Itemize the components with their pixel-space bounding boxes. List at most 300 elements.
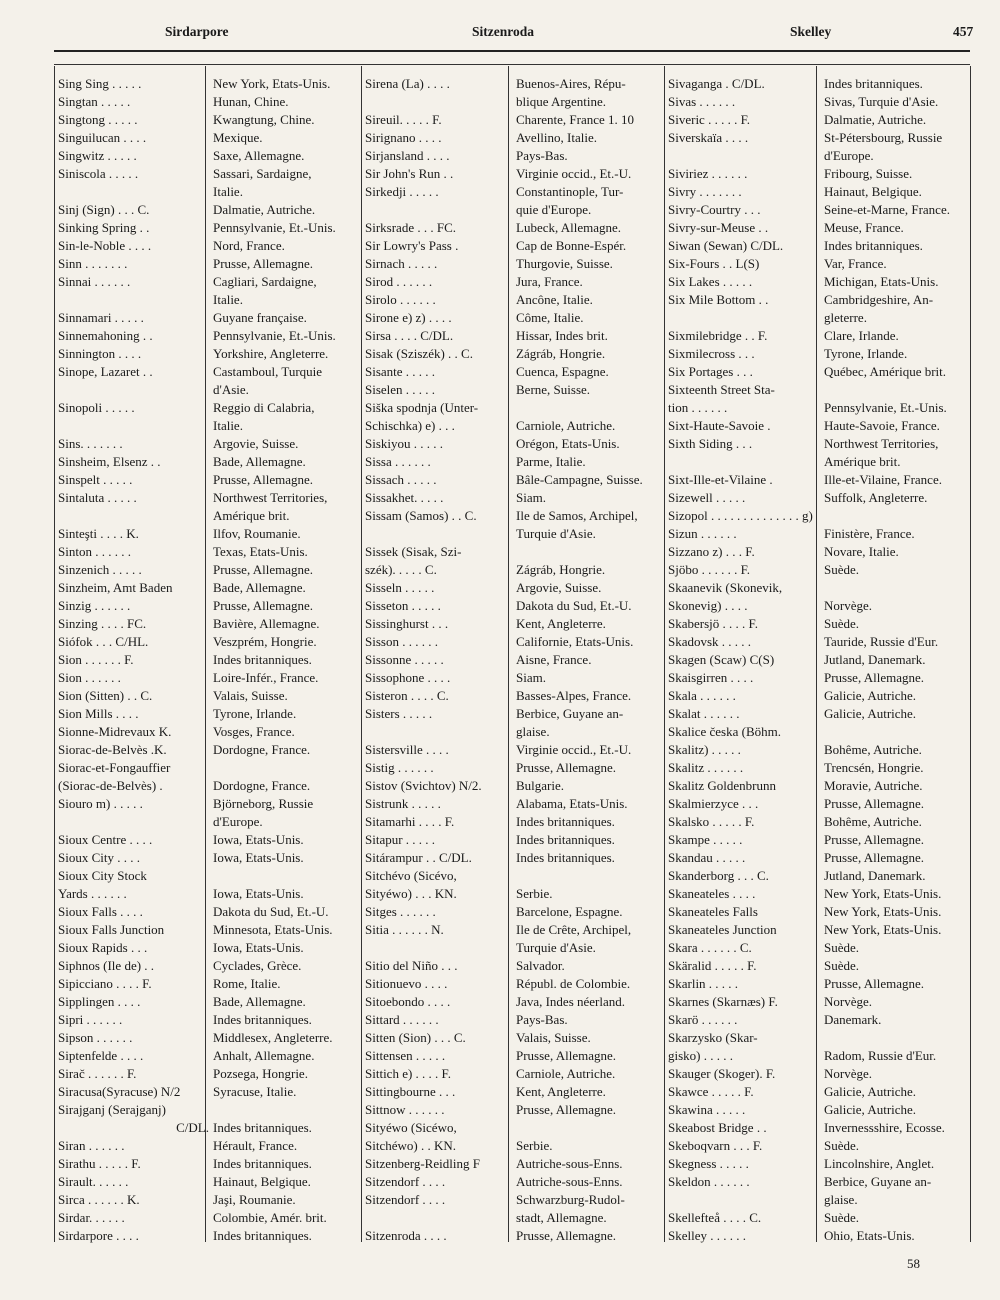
location: Indes britanniques. (213, 1156, 312, 1171)
location: Indes britanniques. (516, 814, 615, 829)
location: Buenos-Aires, Répu- (516, 76, 626, 91)
location: Danemark. (824, 1012, 882, 1027)
place-name: Sistersville . . . . (365, 742, 449, 757)
place-name: Singwitz . . . . . (58, 148, 137, 163)
place-name: Sitia . . . . . . N. (365, 922, 444, 937)
directory-entry (365, 1191, 672, 1209)
location: Invernessshire, Ecosse. (824, 1120, 945, 1135)
place-name (668, 453, 820, 471)
location: Veszprém, Hongrie. (213, 634, 317, 649)
directory-entry (668, 561, 978, 579)
location: gleterre. (824, 310, 867, 325)
location: d'Europe. (824, 148, 874, 163)
location: Autriche-sous-Enns. (516, 1156, 623, 1171)
directory-entry (365, 93, 672, 111)
location: Carniole, Autriche. (516, 418, 616, 433)
location: d'Europe. (213, 814, 263, 829)
place-name: Sizopol . . . . . . . . . . . . . . g) (668, 508, 813, 523)
location: Turquie d'Asie. (516, 526, 596, 541)
place-name: Sitzendorf . . . . (365, 1192, 446, 1207)
location: Indes britanniques. (824, 76, 923, 91)
directory-entry (365, 1173, 672, 1191)
place-name: Skaneateles . . . . (668, 886, 756, 901)
place-name (365, 723, 512, 741)
place-name (668, 309, 820, 327)
directory-entry (365, 831, 672, 849)
location: Ancône, Italie. (516, 292, 593, 307)
place-name: Sissach . . . . . (365, 472, 437, 487)
place-name: Singtan . . . . . (58, 94, 131, 109)
directory-entry (365, 453, 672, 471)
directory-entry (58, 561, 368, 579)
place-name: Sityéwo) . . . KN. (365, 886, 457, 901)
location: Prusse, Allemagne. (516, 1228, 617, 1243)
directory-entry (365, 1047, 672, 1065)
place-name: Siracusa(Syracuse) N/2 (58, 1084, 181, 1099)
place-name: Sisteron . . . . C. (365, 688, 449, 703)
place-name: Sion . . . . . . (58, 670, 121, 685)
location (209, 759, 368, 777)
place-name: Sivas . . . . . . (668, 94, 736, 109)
location: Sassari, Sardaigne, (213, 166, 312, 181)
location: Michigan, Etats-Unis. (824, 274, 939, 289)
location: Zágráb, Hongrie. (516, 346, 606, 361)
directory-entry (668, 543, 978, 561)
place-name (668, 1191, 820, 1209)
directory-entry (365, 111, 672, 129)
place-name: Sittensen . . . . . (365, 1048, 446, 1063)
location: Salvador. (516, 958, 565, 973)
place-name: Sisson . . . . . . (365, 634, 438, 649)
location: Pays-Bas. (516, 1012, 568, 1027)
location: Orégon, Etats-Unis. (516, 436, 620, 451)
place-name: Sirajganj (Serajganj) (58, 1102, 166, 1117)
location: Ohio, Etats-Unis. (824, 1228, 915, 1243)
location: Radom, Russie d'Eur. (824, 1048, 937, 1063)
directory-entry (58, 255, 368, 273)
place-name: Skellefteå . . . . C. (668, 1210, 762, 1225)
location: Bâle-Campagne, Suisse. (516, 472, 643, 487)
directory-entry (668, 219, 978, 237)
place-name (58, 507, 209, 525)
place-name: Sixt-Haute-Savoie . (668, 418, 771, 433)
place-name: Sizewell . . . . . (668, 490, 746, 505)
place-name: Sitárampur . . C/DL. (365, 850, 472, 865)
location: Aisne, France. (516, 652, 592, 667)
directory-entry (668, 75, 978, 93)
location: Cambridgeshire, An- (824, 292, 934, 307)
place-name: Sisseton . . . . . (365, 598, 441, 613)
directory-entry (668, 399, 978, 417)
directory-entry (668, 669, 978, 687)
directory-entry (58, 1227, 368, 1245)
directory-entry (58, 669, 368, 687)
place-name: Skelley . . . . . . (668, 1228, 746, 1243)
directory-entry (668, 327, 978, 345)
directory-entry (365, 381, 672, 399)
location: Avellino, Italie. (516, 130, 597, 145)
place-name: Sirksrade . . . FC. (365, 220, 456, 235)
directory-entry (365, 291, 672, 309)
place-name: Siran . . . . . . (58, 1138, 125, 1153)
place-name: Skalice česka (Böhm. (668, 724, 781, 739)
location: d'Asie. (213, 382, 249, 397)
place-name: Sitchéwo) . . KN. (365, 1138, 456, 1153)
directory-entry (668, 1011, 978, 1029)
place-name: Skegness . . . . . (668, 1156, 749, 1171)
place-name: Skandau . . . . . (668, 850, 746, 865)
place-name: Sirca . . . . . . K. (58, 1192, 140, 1207)
header-rule-thick (54, 50, 970, 52)
directory-entry (365, 345, 672, 363)
directory-entry (58, 831, 368, 849)
location: Dalmatie, Autriche. (824, 112, 927, 127)
place-name: Sityéwo (Sicéwo, (365, 1120, 457, 1135)
directory-entry (668, 939, 978, 957)
place-name: Sitoebondo . . . . (365, 994, 451, 1009)
location: Hainaut, Belgique. (824, 184, 922, 199)
directory-entry (58, 147, 368, 165)
place-name: Sipson . . . . . . (58, 1030, 133, 1045)
location: Anhalt, Allemagne. (213, 1048, 315, 1063)
location (512, 1119, 672, 1137)
directory-entry (58, 579, 368, 597)
place-name: C/DL. (176, 1120, 209, 1135)
location: Northwest Territories, (213, 490, 328, 505)
directory-entry (58, 525, 368, 543)
place-name: Sitten (Sion) . . . C. (365, 1030, 466, 1045)
location: Prusse, Allemagne. (516, 760, 617, 775)
place-name (58, 417, 209, 435)
place-name: Sinsheim, Elsenz . . (58, 454, 161, 469)
directory-entry (668, 363, 978, 381)
directory-entry (58, 849, 368, 867)
directory-entry (365, 849, 672, 867)
directory-entry (668, 183, 978, 201)
directory-entry (58, 615, 368, 633)
place-name: Six Mile Bottom . . (668, 292, 769, 307)
place-name: Sivaganga . C/DL. (668, 76, 765, 91)
directory-entry (668, 921, 978, 939)
directory-entry (365, 129, 672, 147)
location: Björneborg, Russie (213, 796, 314, 811)
place-name: Skaneateles Falls (668, 904, 758, 919)
location: Alabama, Etats-Unis. (516, 796, 628, 811)
place-name: Siptenfelde . . . . (58, 1048, 144, 1063)
directory-entry (58, 183, 368, 201)
location: Basses-Alpes, France. (516, 688, 632, 703)
location: Moravie, Autriche. (824, 778, 923, 793)
place-name: Sinnemahoning . . (58, 328, 153, 343)
directory-entry (668, 525, 978, 543)
place-name: Sioux Centre . . . . (58, 832, 153, 847)
place-name: Sinzheim, Amt Baden (58, 580, 173, 595)
place-name: Sirod . . . . . . (365, 274, 433, 289)
location: Galicie, Autriche. (824, 706, 917, 721)
location: Trencsén, Hongrie. (824, 760, 924, 775)
directory-entry (58, 975, 368, 993)
place-name: Sirjansland . . . . (365, 148, 450, 163)
location: Suède. (824, 1138, 860, 1153)
location: Norvège. (824, 994, 873, 1009)
location: New York, Etats-Unis. (824, 904, 942, 919)
place-name: Sirač . . . . . . F. (58, 1066, 137, 1081)
location: Bohême, Autriche. (824, 742, 922, 757)
location: Suède. (824, 616, 860, 631)
directory-entry (668, 615, 978, 633)
page-number: 457 (953, 24, 974, 39)
location: Serbie. (516, 886, 553, 901)
directory-entry (58, 795, 368, 813)
column-2 (365, 75, 672, 1245)
place-name (58, 291, 209, 309)
directory-entry (668, 309, 978, 327)
place-name: (Siorac-de-Belvès) . (58, 778, 163, 793)
directory-entry (365, 183, 672, 201)
directory-entry (365, 1083, 672, 1101)
place-name: Sittingbourne . . . (365, 1084, 456, 1099)
directory-entry (365, 201, 672, 219)
location: Québec, Amérique brit. (824, 364, 947, 379)
place-name: Skonevig) . . . . (668, 598, 748, 613)
place-name: Sisseln . . . . . (365, 580, 435, 595)
directory-entry (58, 921, 368, 939)
place-name: Sion Mills . . . . (58, 706, 139, 721)
directory-entry (58, 633, 368, 651)
place-name: Siphnos (Ile de) . . (58, 958, 155, 973)
location: Prusse, Allemagne. (824, 976, 925, 991)
location: New York, Etats-Unis. (824, 886, 942, 901)
place-name: Sioux Falls . . . . (58, 904, 143, 919)
location: Minnesota, Etats-Unis. (213, 922, 333, 937)
location: Bohême, Autriche. (824, 814, 922, 829)
directory-entry (365, 867, 672, 885)
place-name: Sitzenberg-Reidling F (365, 1156, 480, 1171)
directory-entry (58, 219, 368, 237)
directory-entry (365, 1227, 672, 1245)
location: Bade, Allemagne. (213, 994, 306, 1009)
location: quie d'Europe. (516, 202, 592, 217)
place-name: Skauger (Skoger). F. (668, 1066, 776, 1081)
place-name: Sirignano . . . . (365, 130, 442, 145)
place-name: Sivry-sur-Meuse . . (668, 220, 769, 235)
place-name: Skalitz . . . . . . (668, 760, 744, 775)
directory-entry (58, 993, 368, 1011)
location: Bade, Allemagne. (213, 454, 306, 469)
directory-entry (668, 993, 978, 1011)
location: Jutland, Danemark. (824, 652, 926, 667)
location: Pennsylvanie, Et.-Unis. (213, 328, 336, 343)
location: Hissar, Indes brit. (516, 328, 608, 343)
place-name: Sissophone . . . . (365, 670, 451, 685)
place-name: Sirone e) z) . . . . (365, 310, 452, 325)
location: Hainaut, Belgique. (213, 1174, 311, 1189)
location: Jutland, Danemark. (824, 868, 926, 883)
directory-entry (668, 1191, 978, 1209)
directory-entry (365, 993, 672, 1011)
location: Italie. (213, 184, 243, 199)
directory-entry (58, 471, 368, 489)
directory-entry (58, 651, 368, 669)
directory-entry (668, 687, 978, 705)
location: Mexique. (213, 130, 263, 145)
directory-entry (365, 921, 672, 939)
directory-entry (668, 165, 978, 183)
place-name: Sittnow . . . . . . (365, 1102, 445, 1117)
location: Cuenca, Espagne. (516, 364, 609, 379)
location: Loire-Infér., France. (213, 670, 319, 685)
location: New York, Etats-Unis. (213, 76, 331, 91)
place-name (365, 93, 512, 111)
directory-entry (58, 741, 368, 759)
place-name: Sirolo . . . . . . (365, 292, 436, 307)
place-name (58, 183, 209, 201)
location: Lubeck, Allemagne. (516, 220, 622, 235)
location: Java, Indes néerland. (516, 994, 626, 1009)
directory-entry (58, 1047, 368, 1065)
directory-entry (58, 687, 368, 705)
directory-entry (58, 1173, 368, 1191)
directory-entry (365, 939, 672, 957)
place-name: Sirsa . . . . C/DL. (365, 328, 454, 343)
place-name: Skeboqvarn . . . F. (668, 1138, 763, 1153)
directory-entry (365, 1101, 672, 1119)
location (820, 1029, 978, 1047)
location: Argovie, Suisse. (213, 436, 299, 451)
place-name: Sinj (Sign) . . . C. (58, 202, 150, 217)
location: Prusse, Allemagne. (824, 670, 925, 685)
directory-entry (58, 309, 368, 327)
place-name: Sinopoli . . . . . (58, 400, 135, 415)
directory-entry (58, 939, 368, 957)
location: Italie. (213, 418, 243, 433)
directory-entry (668, 903, 978, 921)
place-name: Sin-le-Noble . . . . (58, 238, 152, 253)
place-name (58, 813, 209, 831)
directory-entry (365, 813, 672, 831)
directory-entry (58, 111, 368, 129)
place-name: Skarzysko (Skar- (668, 1030, 758, 1045)
location: Amérique brit. (213, 508, 290, 523)
location: Serbie. (516, 1138, 553, 1153)
location: Amérique brit. (824, 454, 901, 469)
location: Finistère, France. (824, 526, 915, 541)
directory-entry (365, 435, 672, 453)
place-name: Singtong . . . . . (58, 112, 138, 127)
location (820, 723, 978, 741)
directory-entry (668, 579, 978, 597)
directory-entry (58, 777, 368, 795)
place-name: Siška spodnja (Unter- (365, 400, 479, 415)
directory-entry (58, 723, 368, 741)
place-name (365, 939, 512, 957)
directory-entry (58, 1137, 368, 1155)
directory-entry (58, 453, 368, 471)
place-name: Sisante . . . . . (365, 364, 436, 379)
location: Suède. (824, 940, 860, 955)
directory-entry (58, 507, 368, 525)
directory-entry (365, 525, 672, 543)
location: Carniole, Autriche. (516, 1066, 616, 1081)
place-name: Sistig . . . . . . (365, 760, 434, 775)
place-name: Sipplingen . . . . (58, 994, 141, 1009)
place-name: Sitionuevo . . . . (365, 976, 448, 991)
place-name: Six Portages . . . (668, 364, 753, 379)
place-name: Sinnington . . . . (58, 346, 142, 361)
location: Norvège. (824, 1066, 873, 1081)
location: Sivas, Turquie d'Asie. (824, 94, 939, 109)
place-name: Sizzano z) . . . F. (668, 544, 755, 559)
directory-entry (58, 435, 368, 453)
directory-entry (668, 507, 978, 525)
location: Prusse, Allemagne. (516, 1102, 617, 1117)
place-name: Skarnes (Skarnæs) F. (668, 994, 778, 1009)
directory-entry (365, 723, 672, 741)
location: Prusse, Allemagne. (213, 256, 314, 271)
directory-entry (668, 1029, 978, 1047)
directory-entry (58, 903, 368, 921)
directory-entry (668, 489, 978, 507)
location: Valais, Suisse. (213, 688, 288, 703)
directory-entry (58, 867, 368, 885)
location: Kent, Angleterre. (516, 1084, 606, 1099)
directory-entry (58, 489, 368, 507)
location: Dakota du Sud, Et.-U. (516, 598, 632, 613)
directory-entry (365, 1155, 672, 1173)
place-name: Sionne-Midrevaux K. (58, 724, 172, 739)
directory-entry (668, 1101, 978, 1119)
directory-entry (668, 777, 978, 795)
place-name: Sistrunk . . . . . (365, 796, 441, 811)
directory-entry (668, 1119, 978, 1137)
location: Indes britanniques. (516, 850, 615, 865)
place-name: Sintaluta . . . . . (58, 490, 137, 505)
place-name: Sirkedji . . . . . (365, 184, 439, 199)
directory-entry (58, 957, 368, 975)
place-name: Sivry-Courtry . . . (668, 202, 761, 217)
location: Iowa, Etats-Unis. (213, 940, 304, 955)
place-name: Sivry . . . . . . . (668, 184, 742, 199)
place-name: Sir John's Run . . (365, 166, 454, 181)
location: Colombie, Amér. brit. (213, 1210, 327, 1225)
place-name (365, 525, 512, 543)
location: Bavière, Allemagne. (213, 616, 320, 631)
place-name: Sins. . . . . . . (58, 436, 123, 451)
place-name: Sissakhet. . . . . (365, 490, 444, 505)
location: Berne, Suisse. (516, 382, 591, 397)
location: Prusse, Allemagne. (824, 796, 925, 811)
directory-entry (58, 273, 368, 291)
directory-entry (365, 147, 672, 165)
directory-entry (58, 417, 368, 435)
location: Galicie, Autriche. (824, 1084, 917, 1099)
signature-mark: 58 (907, 1256, 920, 1271)
directory-entry (58, 237, 368, 255)
location: Pennsylvanie, Et.-Unis. (213, 220, 336, 235)
location: Pozsega, Hongrie. (213, 1066, 308, 1081)
directory-entry (668, 813, 978, 831)
location: Iowa, Etats-Unis. (213, 850, 304, 865)
place-name: Siorac-et-Fongauffier (58, 760, 171, 775)
directory-entry (58, 1119, 368, 1137)
directory-entry (668, 705, 978, 723)
location: Tyrone, Irlande. (213, 706, 297, 721)
location: Indes britanniques. (213, 1120, 312, 1135)
place-name: Skalitz) . . . . . (668, 742, 741, 757)
directory-entry (365, 219, 672, 237)
location: Cagliari, Sardaigne, (213, 274, 317, 289)
directory-entry (668, 381, 978, 399)
